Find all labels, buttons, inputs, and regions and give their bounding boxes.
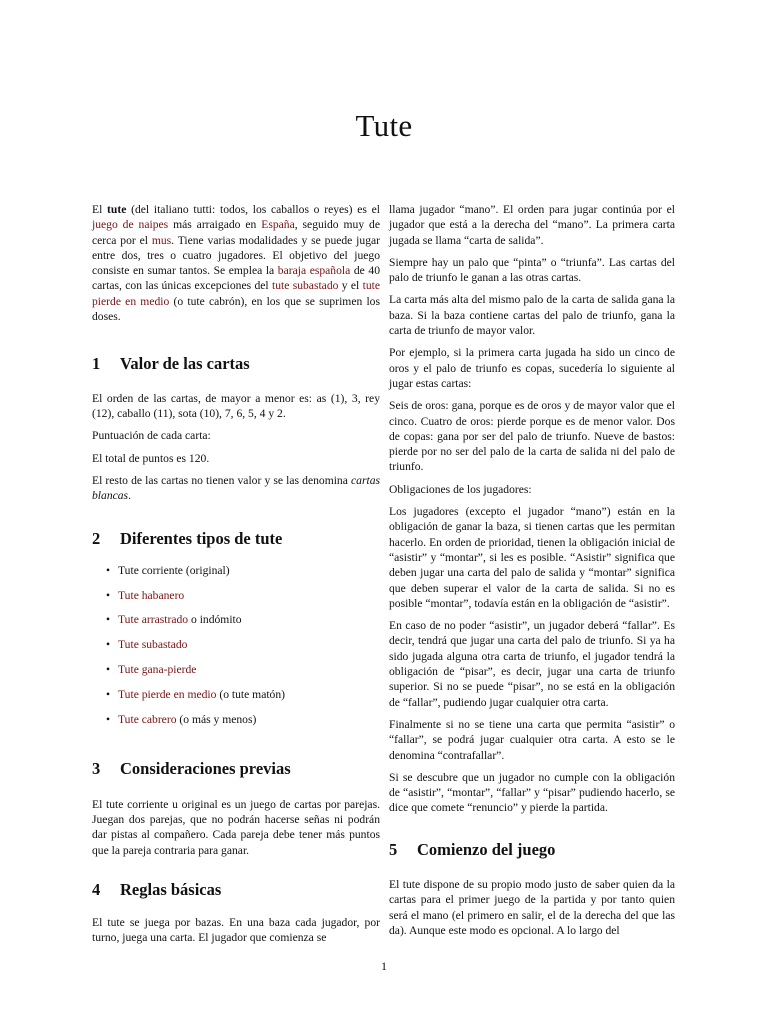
list-item: • Tute corriente (original): [106, 563, 230, 577]
page-title: Tute: [355, 108, 413, 143]
paragraph: La carta más alta del mismo palo de la carta de salida gana la baza. Si la baza contiene cartas del palo de triunfo, gana la carta de triunfo de mayor valor.: [389, 293, 675, 338]
list-item: • Tute arrastrado o indómito: [106, 613, 242, 627]
list-item: • Tute pierde en medio (o tute matón): [106, 687, 286, 701]
intro-paragraph: El tute (del italiano tutti: todos, los caballos o reyes) es el juego de naipes más arraigado en España, seguido muy de cerca por el mus. Tiene varias modalidades y se puede jugar entre dos, tres o cuatro jugadores. El objetivo del juego consiste en sumar tantos. Se emplea la baraja española de 40 cartas, con las únicas excepciones del tute subastado y el tute pierde en medio (o tute cabrón), en los que se suprimen los doses.: [92, 203, 381, 324]
paragraph: El orden de las cartas, de mayor a menor es: as (1), 3, rey (12), caballo (11), sota (10), 7, 6, 5, 4 y 2.: [92, 391, 380, 420]
paragraph: El resto de las cartas no tienen valor y se las denomina cartas blancas.: [92, 473, 381, 503]
link-tute-pierde-en-medio[interactable]: tute pierde en medio: [92, 279, 381, 308]
link-tute-arrastrado[interactable]: Tute arrastrado: [118, 613, 189, 627]
paragraph: llama jugador “mano”. El orden para jugar continúa por el jugador que está a la derecha del “mano”. La primera carta jugada se llama “carta de salida”.: [389, 203, 675, 247]
page-number: 1: [381, 959, 387, 973]
section-heading-tipos: 2 Diferentes tipos de tute: [92, 529, 283, 549]
list-item: • Tute subastado: [106, 638, 188, 652]
paragraph: Siempre hay un palo que “pinta” o “triunfa”. Las cartas del palo de triunfo le ganan a las otras cartas.: [389, 255, 675, 285]
paragraph: En caso de no poder “asistir”, un jugador deberá “fallar”. Es decir, tendrá que jugar una carta del palo de triunfo. Si ya ha sido jugada alguna otra carta de triunfo, el jugador tendrá la obligación de “pisar”, es decir, jugar una carta de triunfo superior. Si no se puede “pisar”, no se está en la obligación de “fallar”, pudiendo jugar cualquier otra carta.: [389, 619, 675, 709]
link-tute-habanero[interactable]: Tute habanero: [118, 588, 185, 602]
link-juego-de-naipes[interactable]: juego de naipes: [92, 218, 169, 232]
section-heading-reglas: 4 Reglas básicas: [92, 879, 222, 899]
paragraph: Los jugadores (excepto el jugador “mano”) están en la obligación de ganar la baza, si tienen cartas que les permitan hacerlo. En orden de prioridad, tienen la obligación inicial de “asistir” y “montar”, si les es posible. “Asistir” significa que deben jugar una carta del palo de salida y “montar” significa que deben superar el valor de la carta de salida. Si no es posible “montar”, todavía están en la obligación de “asistir”.: [389, 505, 675, 610]
right-column: [389, 202, 675, 945]
paragraph: Puntuación de cada carta:: [92, 429, 211, 443]
list-item: • Tute habanero: [106, 588, 185, 602]
paragraph: El tute corriente u original es un juego de cartas por parejas. Juegan dos parejas, que no podrán hacerse señas ni podrán dar pistas al compañero. Cada pareja debe tener más puntos que la pareja contraria para ganar.: [92, 797, 380, 857]
paragraph: El tute dispone de su propio modo justo de saber quien da la cartas para el primer juego de la partida y por tanto quien será el mano (el primero en salir, el de la derecha del que las da). Aunque este modo es opcional. A lo largo del: [389, 877, 675, 937]
section-heading-comienzo: 5 Comienzo del juego: [389, 839, 556, 859]
paragraph: Por ejemplo, si la primera carta jugada ha sido un cinco de oros y el palo de triunfo es copas, sucedería lo siguiente al jugar estas cartas:: [389, 346, 675, 390]
tute-types-list: [92, 563, 380, 737]
section-heading-valor: 1 Valor de las cartas: [92, 354, 250, 374]
paragraph: Si se descubre que un jugador no cumple con la obligación de “asistir”, “montar”, “fallar” y “pisar” pudiendo hacerlo, se dice que comete “renuncio” y pierde la partida.: [389, 770, 675, 815]
paragraph: Finalmente si no se tiene una carta que permita “asistir” o “fallar”, se podrá jugar cualquier otra carta. A esto se le denomina “contrafallar”.: [389, 717, 675, 762]
link-tute-gana-pierde[interactable]: Tute gana-pierde: [118, 662, 197, 676]
paragraph: El total de puntos es 120.: [92, 451, 210, 465]
link-tute-subastado-list[interactable]: Tute subastado: [118, 638, 188, 652]
link-tute-pierde-en-medio-list[interactable]: Tute pierde en medio: [118, 687, 217, 701]
link-mus[interactable]: mus: [151, 233, 172, 247]
link-baraja-espanola[interactable]: baraja española: [277, 264, 351, 278]
paragraph: Obligaciones de los jugadores:: [389, 482, 532, 496]
link-tute-subastado[interactable]: tute subastado: [271, 279, 339, 293]
link-espana[interactable]: España: [261, 218, 295, 232]
list-item: • Tute gana-pierde: [106, 662, 197, 676]
link-tute-cabrero[interactable]: Tute cabrero: [118, 712, 177, 726]
section-heading-consideraciones: 3 Consideraciones previas: [92, 759, 291, 779]
left-column: [92, 202, 380, 953]
list-item: • Tute cabrero (o más y menos): [106, 712, 257, 726]
paragraph: Seis de oros: gana, porque es de oros y de mayor valor que el cinco. Cuatro de oros: pierde porque es de menor valor. Dos de copas: gana por ser del palo de triunfo. Nueve de bastos: pierde por no ser del palo de la carta de salida ni del palo de triunfo.: [389, 399, 675, 474]
paragraph: El tute se juega por bazas. En una baza cada jugador, por turno, juega una carta. El jugador que comienza se: [92, 916, 380, 945]
